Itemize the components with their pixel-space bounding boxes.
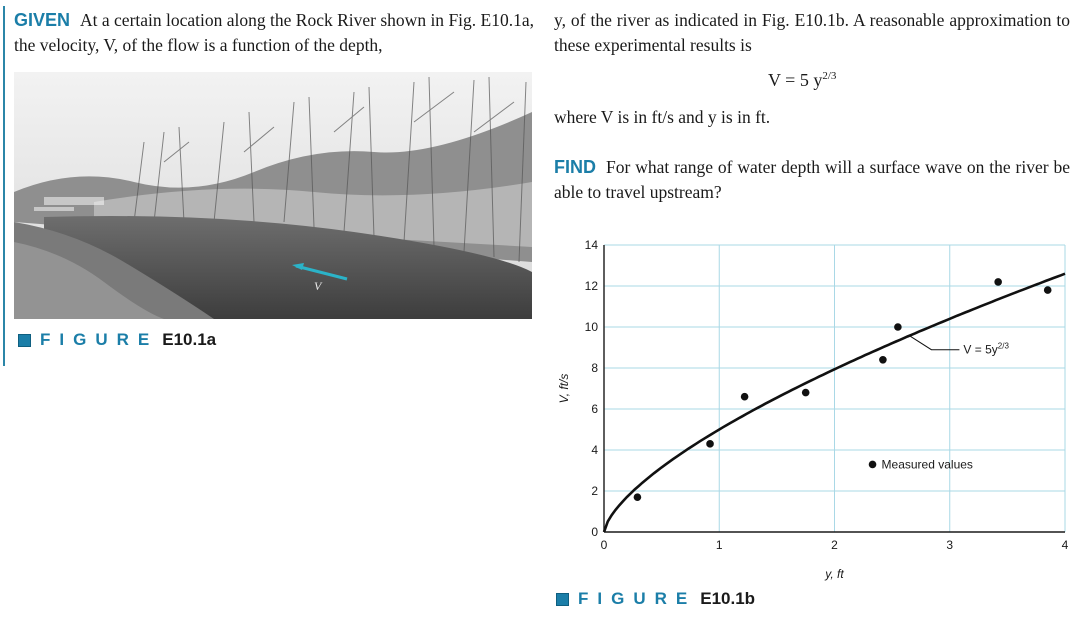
figure-a-word: FIGURE <box>40 330 159 349</box>
measured-point <box>706 440 714 448</box>
given-keyword: GIVEN <box>14 10 71 30</box>
given-paragraph <box>14 8 534 58</box>
figure-b-caption <box>556 589 755 609</box>
y-tick-label: 6 <box>591 402 598 416</box>
annotation-leader <box>909 336 959 350</box>
figure-a-caption <box>18 330 216 350</box>
figure-b-number: E10.1b <box>700 589 756 608</box>
y-tick-label: 14 <box>584 238 598 252</box>
rock-river-photo <box>14 72 532 319</box>
given-body: At a certain location along the Rock River shown in Fig. E10.1a, the velocity, V, of the flow is a function of the depth, <box>14 10 534 55</box>
x-tick-label: 1 <box>715 538 723 552</box>
flow-arrow-label: V <box>314 279 322 293</box>
measured-point <box>1044 286 1052 294</box>
units-statement: where V is in ft/s and y is in ft. <box>554 107 771 127</box>
measured-point <box>879 356 887 364</box>
figure-a-number: E10.1a <box>162 330 217 349</box>
legend-label: Measured values <box>881 457 973 472</box>
figure-b-word: FIGURE <box>578 589 697 608</box>
velocity-equation <box>768 70 836 91</box>
legend-marker <box>869 461 877 469</box>
y-tick-label: 10 <box>584 320 598 334</box>
velocity-depth-chart <box>540 234 1080 584</box>
x-tick-label: 2 <box>831 538 838 552</box>
curve-annotation-exponent: 2/3 <box>997 341 1009 351</box>
y-tick-label: 8 <box>591 361 598 375</box>
find-keyword: FIND <box>554 157 596 177</box>
chart-grid <box>604 245 1065 532</box>
caption-square-icon <box>18 334 31 347</box>
x-tick-label: 3 <box>946 538 954 552</box>
y-tick-label: 4 <box>591 443 598 457</box>
equation-lhs: V = 5 y <box>768 70 823 90</box>
y-tick-label: 0 <box>591 525 598 539</box>
find-paragraph <box>554 155 1070 205</box>
y-tick-label: 2 <box>591 484 598 498</box>
x-axis-label: y, ft <box>825 567 844 581</box>
caption-square-icon <box>556 593 569 606</box>
measured-point <box>894 323 902 331</box>
measured-points <box>634 278 1052 501</box>
curve-annotation: $V = 5y^{2/3}$ <box>963 341 1009 357</box>
y-tick-label: 12 <box>584 279 598 293</box>
measured-point <box>741 393 749 401</box>
measured-point <box>802 389 810 397</box>
measured-point <box>634 493 642 501</box>
x-tick-label: 4 <box>1061 538 1069 552</box>
measured-point <box>994 278 1002 286</box>
left-margin-rule <box>3 6 5 366</box>
find-body: For what range of water depth will a surface wave on the river be able to travel upstream? <box>554 157 1070 202</box>
x-tick-label: 0 <box>600 538 608 552</box>
y-axis-label: V, ft/s <box>557 373 571 404</box>
continuation-paragraph: y, of the river as indicated in Fig. E10.1b. A reasonable approximation to these experimental results is <box>554 10 1070 55</box>
photo-drawing <box>14 72 532 319</box>
equation-exponent: 2/3 <box>822 70 837 82</box>
